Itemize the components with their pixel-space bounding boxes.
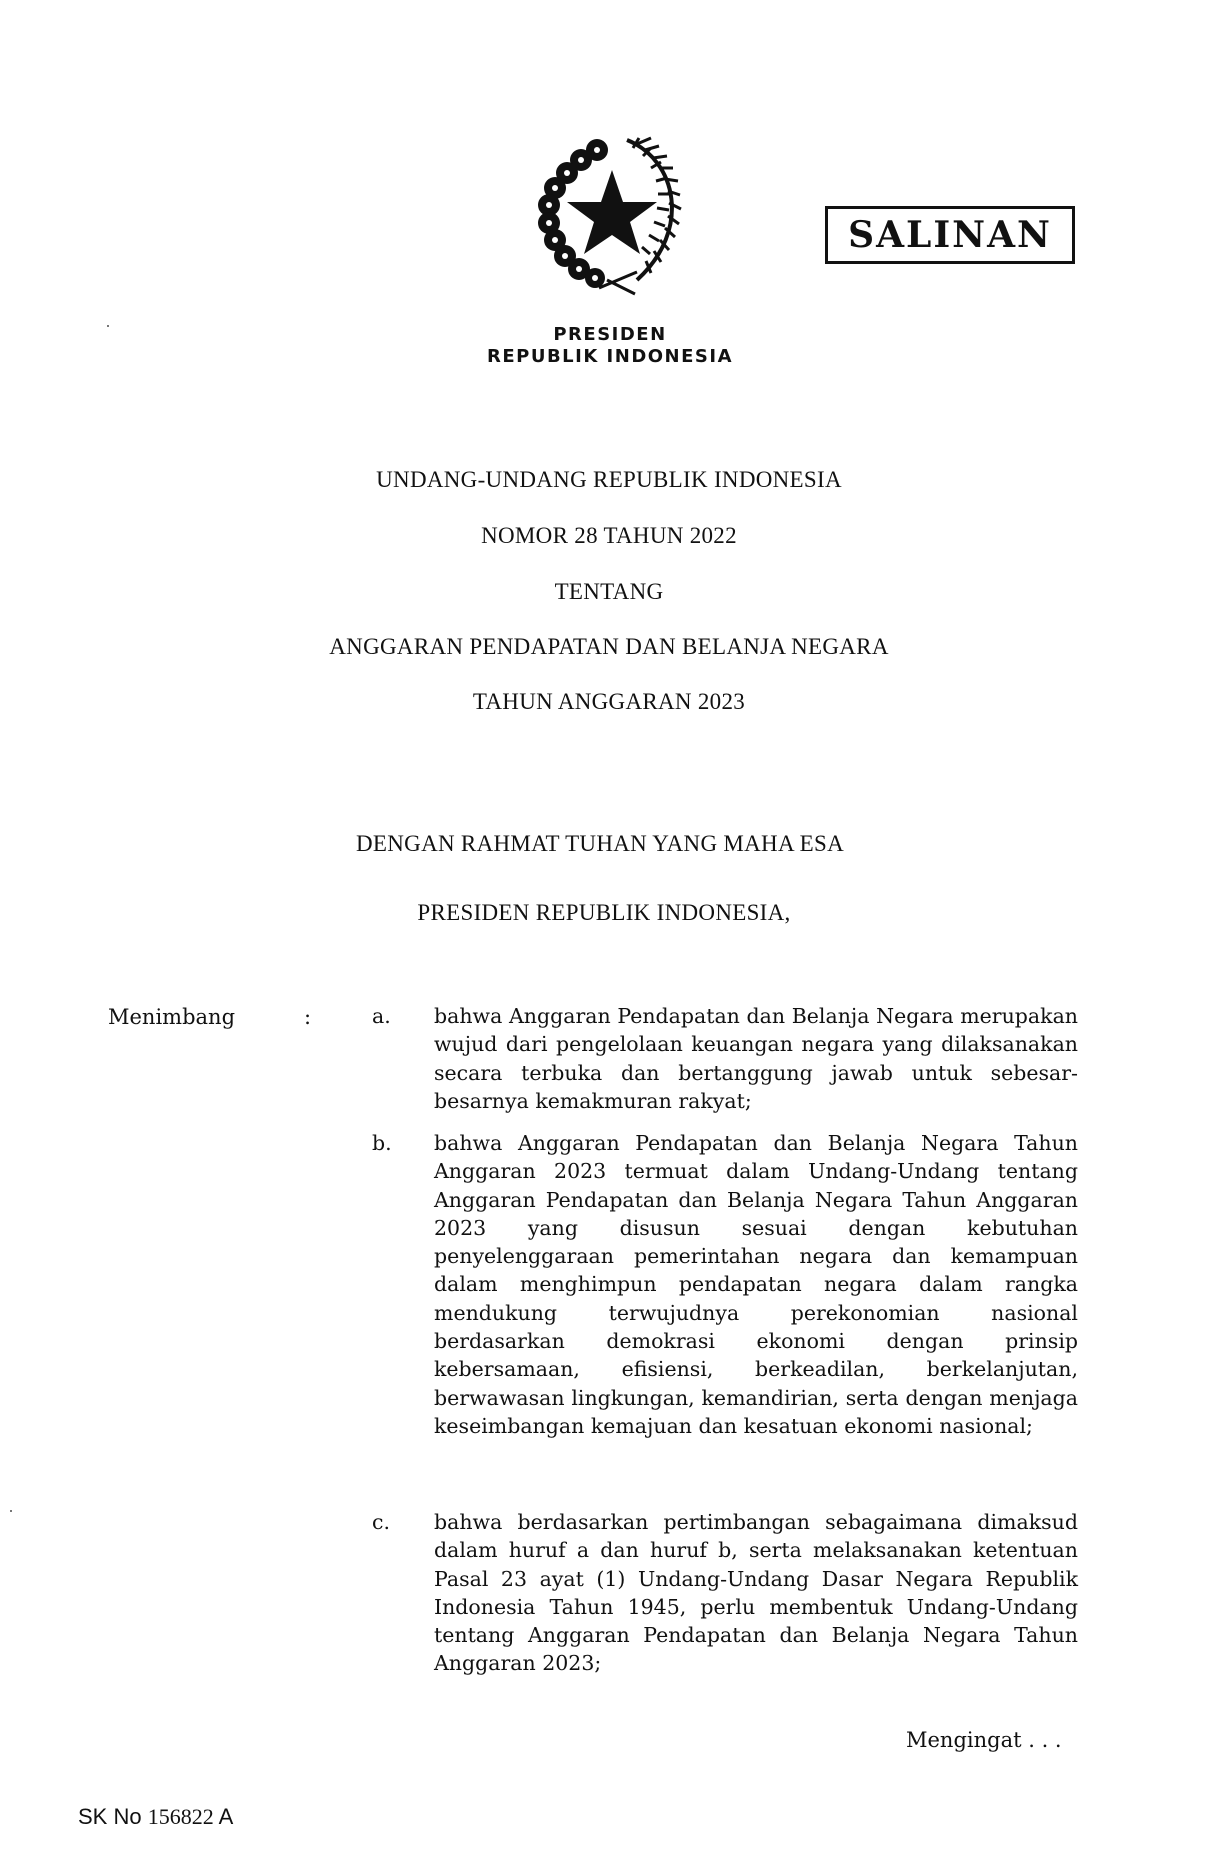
law-type-heading: UNDANG-UNDANG REPUBLIK INDONESIA xyxy=(376,467,842,492)
sk-serial-number xyxy=(78,1803,233,1831)
salinan-stamp xyxy=(825,206,1075,264)
sk-number-value: 156822 xyxy=(147,1804,214,1829)
consideration-item xyxy=(372,1002,1078,1115)
stamp-label: SALINAN xyxy=(848,214,1052,256)
item-text: bahwa Anggaran Pendapatan dan Belanja Negara Tahun Anggaran 2023 termuat dalam Undang-Undang tentang Anggaran Pendapatan dan Belanja Negara Tahun Anggaran 2023 yang disusun sesuai dengan kebutuhan penyelenggaraan pemerintahan negara dan kemampuan dalam menghimpun pendapatan negara dalam rangka mendukung terwujudnya perekonomian nasional berdasarkan demokrasi ekonomi dengan prinsip kebersamaan, efisiensi, berkeadilan, berkelanjutan, berwawasan lingkungan, kemandirian, serta dengan menjaga keseimbangan kemajuan dan kesatuan ekonomi nasional; xyxy=(434,1131,1078,1438)
considerations-label: Menimbang xyxy=(108,1005,236,1029)
law-about-heading: TENTANG xyxy=(554,579,664,604)
law-number-heading: NOMOR 28 TAHUN 2022 xyxy=(481,523,737,548)
garuda-emblem-icon xyxy=(527,130,697,305)
issuer-title: PRESIDEN xyxy=(553,324,667,345)
item-marker: a. xyxy=(372,1004,391,1028)
item-marker: b. xyxy=(372,1131,392,1155)
consideration-item xyxy=(372,1508,1078,1678)
item-marker: c. xyxy=(372,1510,390,1534)
item-text: bahwa berdasarkan pertimbangan sebagaimana dimaksud dalam huruf a dan huruf b, serta melaksanakan ketentuan Pasal 23 ayat (1) Undang-Undang Dasar Negara Republik Indonesia Tahun 1945, perlu membentuk Undang-Undang tentang Anggaran Pendapatan dan Belanja Negara Tahun Anggaran 2023; xyxy=(434,1510,1078,1676)
next-page-catchword: Mengingat . . . xyxy=(906,1728,1062,1752)
considerations-colon: : xyxy=(304,1005,312,1029)
sk-suffix: A xyxy=(218,1804,234,1829)
law-fiscal-year-heading: TAHUN ANGGARAN 2023 xyxy=(472,689,746,714)
scan-speck xyxy=(10,1510,12,1512)
item-text: bahwa Anggaran Pendapatan dan Belanja Negara merupakan wujud dari pengelolaan keuangan negara yang dilaksanakan secara terbuka dan bertanggung jawab untuk sebesar-besarnya kemakmuran rakyat; xyxy=(434,1004,1078,1113)
preamble-enactor: PRESIDEN REPUBLIK INDONESIA, xyxy=(417,900,791,925)
preamble-invocation: DENGAN RAHMAT TUHAN YANG MAHA ESA xyxy=(355,831,845,856)
scan-speck xyxy=(107,325,109,327)
issuer-country: REPUBLIK INDONESIA xyxy=(486,346,734,367)
consideration-item xyxy=(372,1129,1078,1440)
law-subject-heading: ANGGARAN PENDAPATAN DAN BELANJA NEGARA xyxy=(329,634,889,659)
sk-prefix: SK No xyxy=(78,1804,142,1829)
